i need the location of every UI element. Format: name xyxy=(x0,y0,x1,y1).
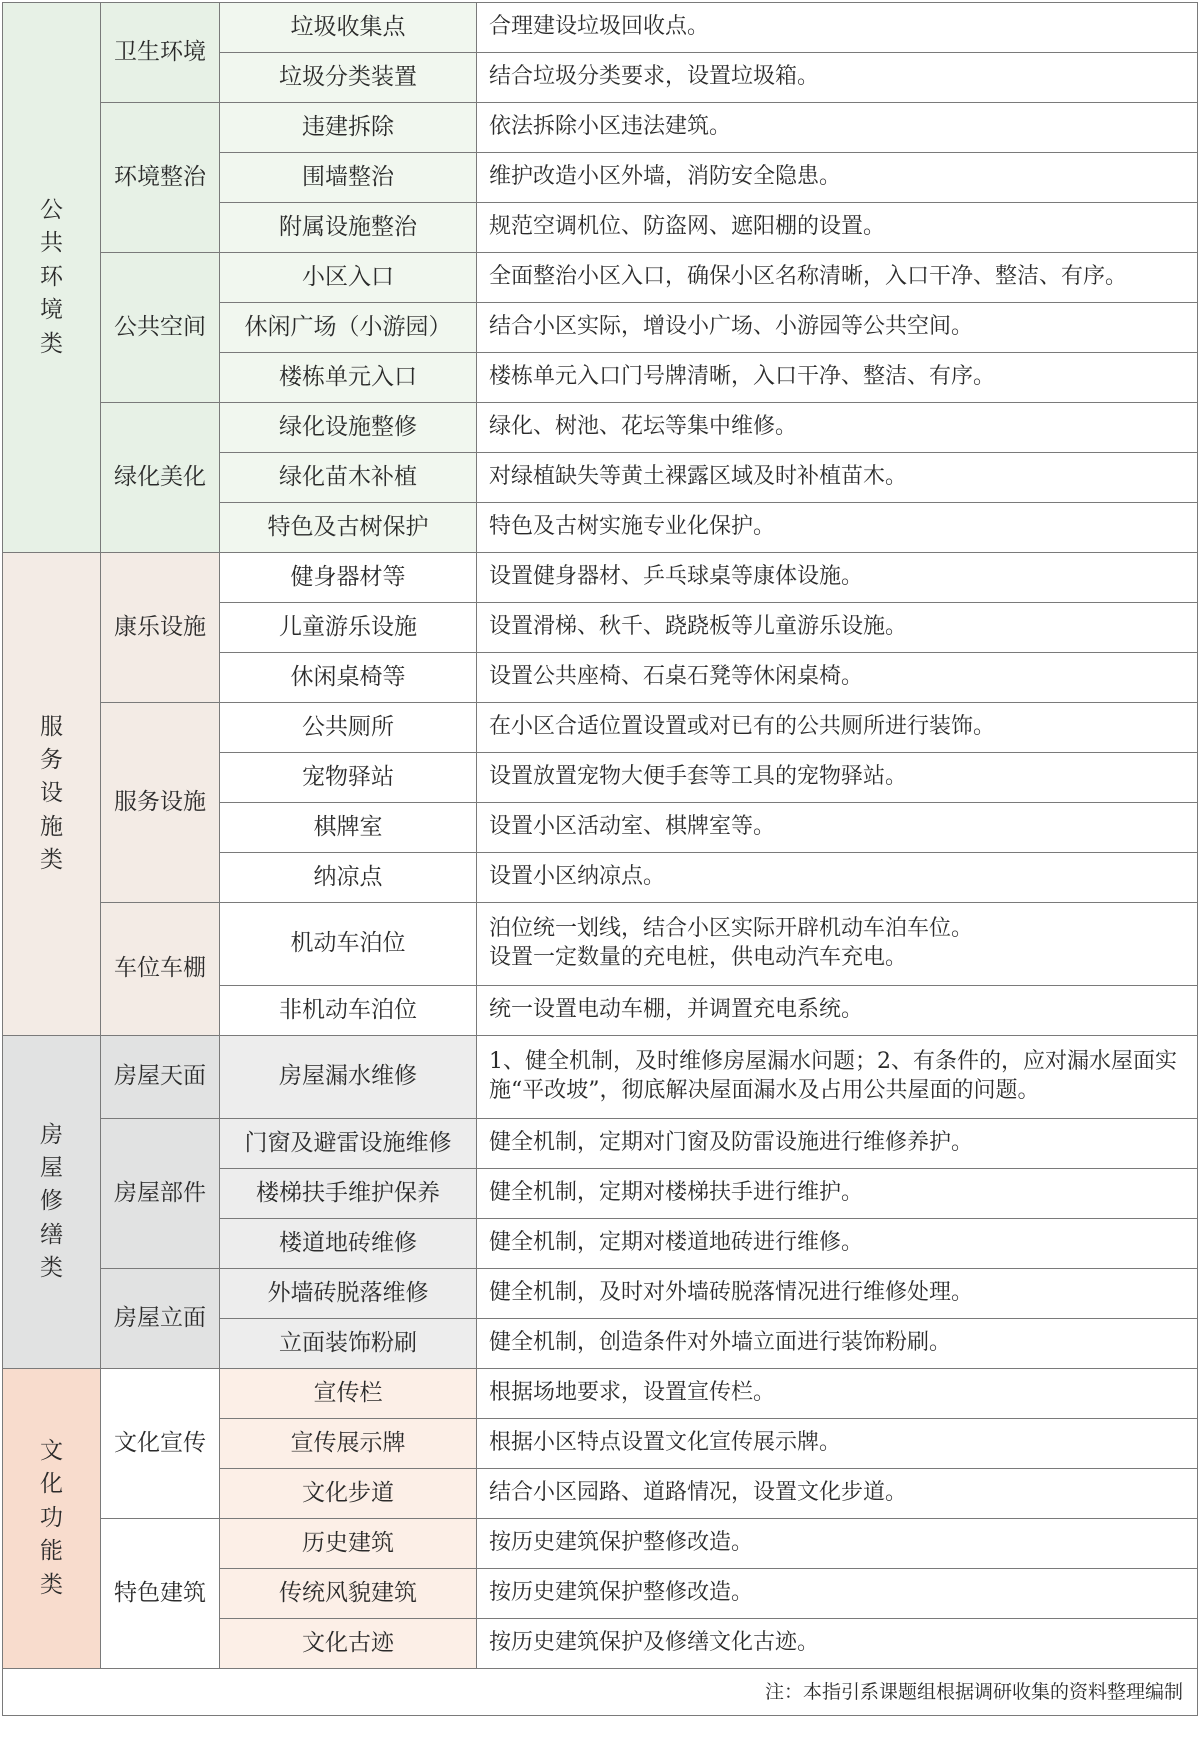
item-cell: 休闲桌椅等 xyxy=(220,653,477,703)
item-cell: 儿童游乐设施 xyxy=(220,603,477,653)
category-cell xyxy=(3,1036,101,1369)
description-cell: 依法拆除小区违法建筑。 xyxy=(477,103,1198,153)
category-cell xyxy=(3,1369,101,1669)
description-line: 设置一定数量的充电桩，供电动汽车充电。 xyxy=(489,945,908,970)
item-cell: 立面装饰粉刷 xyxy=(220,1319,477,1369)
description-cell xyxy=(477,903,1198,986)
subcategory-cell: 公共空间 xyxy=(101,253,220,403)
subcategory-cell: 康乐设施 xyxy=(101,553,220,703)
item-cell: 楼栋单元入口 xyxy=(220,353,477,403)
category-label: 服务设施类 xyxy=(39,713,63,874)
category-label: 房屋修缮类 xyxy=(39,1121,63,1282)
description-line: 泊位统一划线，结合小区实际开辟机动车泊车位。 xyxy=(489,916,974,942)
item-cell: 健身器材等 xyxy=(220,553,477,603)
item-cell: 附属设施整治 xyxy=(220,203,477,253)
description-cell: 楼栋单元入口门号牌清晰，入口干净、整洁、有序。 xyxy=(477,353,1198,403)
item-cell: 宣传展示牌 xyxy=(220,1419,477,1469)
subcategory-cell: 服务设施 xyxy=(101,703,220,903)
item-cell: 非机动车泊位 xyxy=(220,986,477,1036)
description-cell: 设置滑梯、秋千、跷跷板等儿童游乐设施。 xyxy=(477,603,1198,653)
subcategory-cell: 卫生环境 xyxy=(101,3,220,103)
description-cell: 按历史建筑保护及修缮文化古迹。 xyxy=(477,1619,1198,1669)
item-cell: 垃圾分类装置 xyxy=(220,53,477,103)
description-cell: 全面整治小区入口，确保小区名称清晰，入口干净、整洁、有序。 xyxy=(477,253,1198,303)
description-cell: 设置小区纳凉点。 xyxy=(477,853,1198,903)
item-cell: 垃圾收集点 xyxy=(220,3,477,53)
description-cell: 结合垃圾分类要求，设置垃圾箱。 xyxy=(477,53,1198,103)
category-cell xyxy=(3,553,101,1036)
description-cell: 根据场地要求，设置宣传栏。 xyxy=(477,1369,1198,1419)
description-cell: 健全机制，及时对外墙砖脱落情况进行维修处理。 xyxy=(477,1269,1198,1319)
table-footnote: 注：本指引系课题组根据调研收集的资料整理编制 xyxy=(3,1669,1198,1716)
item-cell: 小区入口 xyxy=(220,253,477,303)
item-cell: 绿化设施整修 xyxy=(220,403,477,453)
item-cell: 传统风貌建筑 xyxy=(220,1569,477,1619)
item-cell: 宣传栏 xyxy=(220,1369,477,1419)
description-cell: 维护改造小区外墙，消防安全隐患。 xyxy=(477,153,1198,203)
description-cell: 绿化、树池、花坛等集中维修。 xyxy=(477,403,1198,453)
renovation-guide-table xyxy=(2,2,1198,1716)
description-cell: 合理建设垃圾回收点。 xyxy=(477,3,1198,53)
item-cell: 休闲广场（小游园） xyxy=(220,303,477,353)
item-cell: 外墙砖脱落维修 xyxy=(220,1269,477,1319)
description-cell: 健全机制，定期对门窗及防雷设施进行维修养护。 xyxy=(477,1119,1198,1169)
description-cell: 健全机制，定期对楼梯扶手进行维护。 xyxy=(477,1169,1198,1219)
category-cell xyxy=(3,3,101,553)
item-cell: 围墙整治 xyxy=(220,153,477,203)
description-cell: 结合小区园路、道路情况，设置文化步道。 xyxy=(477,1469,1198,1519)
category-label: 公共环境类 xyxy=(39,197,63,357)
description-cell: 特色及古树实施专业化保护。 xyxy=(477,503,1198,553)
item-cell: 文化古迹 xyxy=(220,1619,477,1669)
item-cell: 门窗及避雷设施维修 xyxy=(220,1119,477,1169)
description-cell: 按历史建筑保护整修改造。 xyxy=(477,1519,1198,1569)
description-cell: 在小区合适位置设置或对已有的公共厕所进行装饰。 xyxy=(477,703,1198,753)
description-cell: 结合小区实际，增设小广场、小游园等公共空间。 xyxy=(477,303,1198,353)
item-cell: 宠物驿站 xyxy=(220,753,477,803)
subcategory-cell: 房屋部件 xyxy=(101,1119,220,1269)
description-cell: 设置放置宠物大便手套等工具的宠物驿站。 xyxy=(477,753,1198,803)
item-cell: 文化步道 xyxy=(220,1469,477,1519)
item-cell: 绿化苗木补植 xyxy=(220,453,477,503)
description-cell: 1、健全机制，及时维修房屋漏水问题；2、有条件的，应对漏水屋面实施“平改坡”，彻底解决屋面漏水及占用公共屋面的问题。 xyxy=(477,1036,1198,1119)
description-cell: 对绿植缺失等黄土裸露区域及时补植苗木。 xyxy=(477,453,1198,503)
subcategory-cell: 房屋天面 xyxy=(101,1036,220,1119)
item-cell: 历史建筑 xyxy=(220,1519,477,1569)
description-cell: 按历史建筑保护整修改造。 xyxy=(477,1569,1198,1619)
description-cell: 规范空调机位、防盗网、遮阳棚的设置。 xyxy=(477,203,1198,253)
item-cell: 棋牌室 xyxy=(220,803,477,853)
item-cell: 纳凉点 xyxy=(220,853,477,903)
item-cell: 机动车泊位 xyxy=(220,903,477,986)
description-cell: 统一设置电动车棚，并调置充电系统。 xyxy=(477,986,1198,1036)
item-cell: 特色及古树保护 xyxy=(220,503,477,553)
subcategory-cell: 文化宣传 xyxy=(101,1369,220,1519)
subcategory-cell: 特色建筑 xyxy=(101,1519,220,1669)
subcategory-cell: 环境整治 xyxy=(101,103,220,253)
description-cell: 健全机制，定期对楼道地砖进行维修。 xyxy=(477,1219,1198,1269)
description-cell: 根据小区特点设置文化宣传展示牌。 xyxy=(477,1419,1198,1469)
description-cell: 设置健身器材、乒乓球桌等康体设施。 xyxy=(477,553,1198,603)
item-cell: 楼道地砖维修 xyxy=(220,1219,477,1269)
category-label: 文化功能类 xyxy=(39,1438,63,1598)
item-cell: 楼梯扶手维护保养 xyxy=(220,1169,477,1219)
description-cell: 设置公共座椅、石桌石凳等休闲桌椅。 xyxy=(477,653,1198,703)
subcategory-cell: 车位车棚 xyxy=(101,903,220,1036)
item-cell: 违建拆除 xyxy=(220,103,477,153)
description-cell: 健全机制，创造条件对外墙立面进行装饰粉刷。 xyxy=(477,1319,1198,1369)
subcategory-cell: 绿化美化 xyxy=(101,403,220,553)
description-cell: 设置小区活动室、棋牌室等。 xyxy=(477,803,1198,853)
item-cell: 公共厕所 xyxy=(220,703,477,753)
item-cell: 房屋漏水维修 xyxy=(220,1036,477,1119)
subcategory-cell: 房屋立面 xyxy=(101,1269,220,1369)
